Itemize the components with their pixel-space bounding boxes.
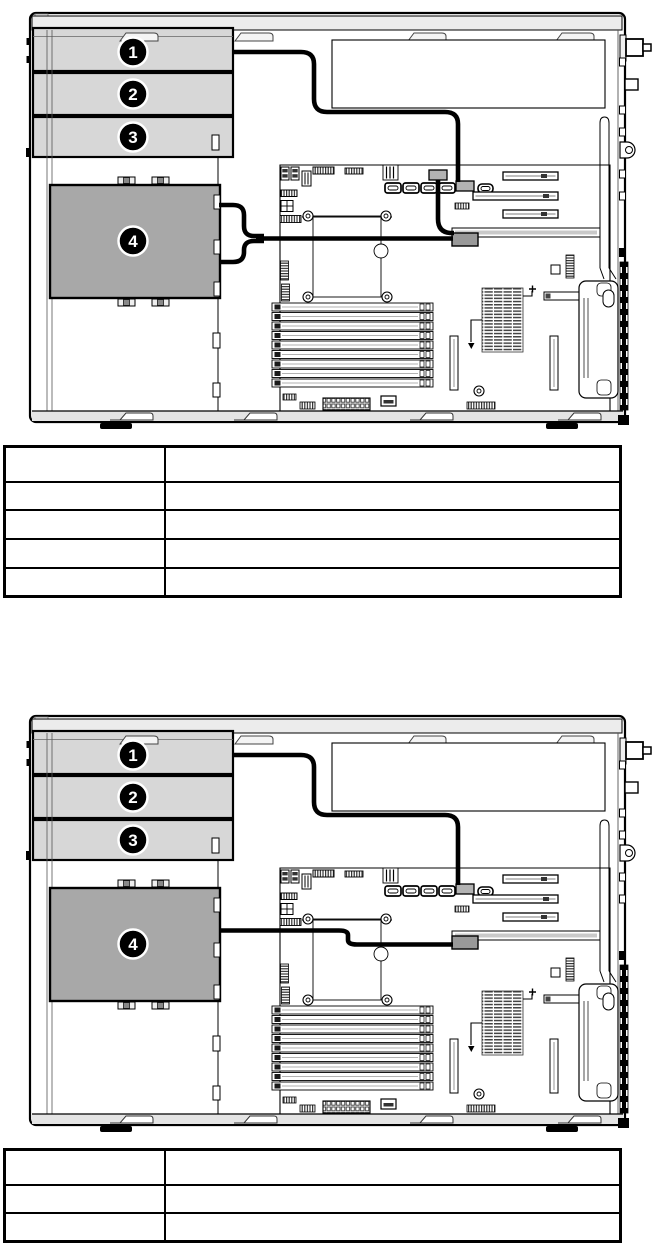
callout-2-number: 2 (128, 85, 138, 104)
callout-3 (119, 123, 148, 152)
table-row (6, 509, 619, 538)
table-cell (166, 1214, 619, 1240)
callout-2-number: 2 (128, 788, 138, 807)
table-cell (166, 448, 619, 481)
table-cell (6, 1214, 166, 1240)
callout-table-1 (3, 445, 622, 598)
table-cell (166, 511, 619, 538)
table-cell (6, 511, 166, 538)
cabling-diagram-2 (26, 716, 651, 1132)
callout-3-number: 3 (128, 831, 138, 850)
callout-1-number: 1 (128, 43, 138, 62)
table-cell (166, 540, 619, 567)
table-cell (6, 569, 166, 595)
table-cell (6, 1186, 166, 1212)
callout-2 (119, 783, 148, 812)
table-cell (166, 1186, 619, 1212)
table-cell (6, 1151, 166, 1184)
callout-1 (119, 741, 148, 770)
table-row (6, 481, 619, 509)
callout-4-number: 4 (128, 232, 138, 251)
callout-4 (119, 930, 148, 959)
table-cell (166, 569, 619, 595)
chassis-illustration (26, 13, 651, 429)
table-cell (6, 540, 166, 567)
callout-4-number: 4 (128, 935, 138, 954)
callout-3 (119, 826, 148, 855)
callout-1 (119, 38, 148, 67)
board-connector (429, 170, 447, 180)
callout-1-number: 1 (128, 746, 138, 765)
table-cell (166, 1151, 619, 1184)
table-row (6, 448, 619, 481)
cabling-diagram-1 (26, 13, 651, 429)
table-row (6, 1151, 619, 1184)
table-row (6, 538, 619, 567)
callout-table-2 (3, 1148, 622, 1243)
callout-2 (119, 80, 148, 109)
callout-3-number: 3 (128, 128, 138, 147)
table-row (6, 567, 619, 595)
table-cell (6, 448, 166, 481)
table-cell (166, 483, 619, 509)
callout-4 (119, 227, 148, 256)
table-row (6, 1212, 619, 1240)
table-cell (6, 483, 166, 509)
chassis-illustration (26, 716, 651, 1132)
table-row (6, 1184, 619, 1212)
